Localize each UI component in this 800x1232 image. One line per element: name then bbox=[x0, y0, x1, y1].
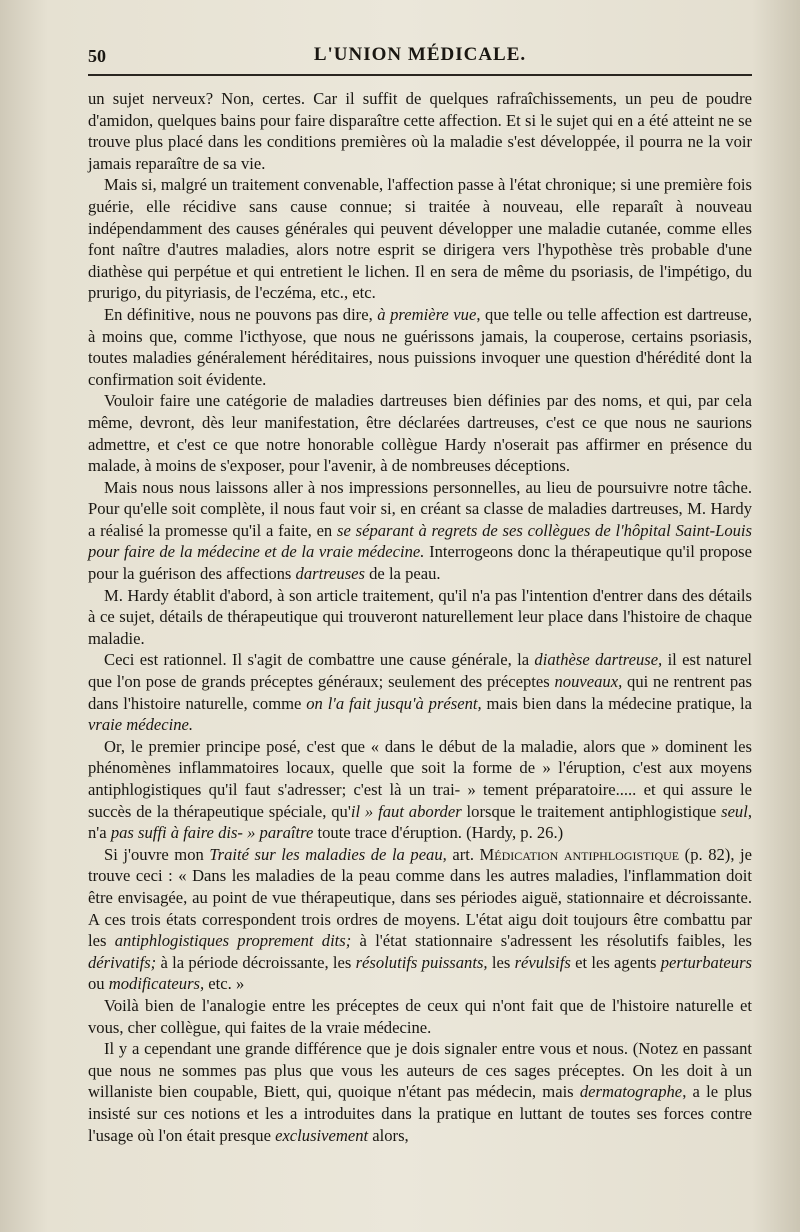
text-run: les bbox=[487, 952, 515, 972]
paragraph-11 bbox=[88, 1038, 752, 1146]
paragraph-6: M. Hardy établit d'abord, à son article traitement, qu'il n'a pas l'intention d'entrer dans des détails à ce sujet, détails de thérapeutique qui trouveront naturellement leur place dans l'histoire de chaque maladie. bbox=[88, 585, 752, 648]
text-run: Si j'ouvre mon bbox=[104, 844, 210, 864]
text-run: , n'a bbox=[88, 801, 752, 843]
text-run: , a le plus insisté sur ces notions et les a introduites dans la pratique en luttant de toutes ses forces contre l'usage où l'on était presque bbox=[88, 1082, 752, 1145]
paragraph-10: Voilà bien de l'analogie entre les préceptes de ceux qui n'ont fait que de l'histoire naturelle et vous, cher collègue, qui faites de la vraie médecine. bbox=[88, 995, 752, 1037]
emphasis: dérivatifs; bbox=[88, 952, 157, 972]
emphasis: à première vue bbox=[377, 304, 477, 324]
emphasis: modificateurs, bbox=[108, 974, 205, 994]
text-run: il est naturel que l'on pose de grands préceptes généraux; seulement des préceptes bbox=[88, 650, 752, 692]
emphasis: antiphlogistiques proprement dits; bbox=[114, 931, 352, 951]
emphasis: résolutifs puissants, bbox=[355, 952, 488, 972]
text-run: toute trace d'éruption. (Hardy, p. 26.) bbox=[313, 823, 564, 843]
text-run: , que telle ou telle affection est dartreuse, à moins que, comme l'icthyose, que nous ne guérissons jamais, la couperose, certains psoriasis, toutes maladies généralement héréditaires, nous puissions invoquer une question d'hérédité dont la confirmation soit évidente. bbox=[88, 304, 752, 389]
text-run: à l'état stationnaire s'adressent les résolutifs faibles, les bbox=[351, 931, 752, 951]
text-run: Or, le premier principe posé, c'est que « dans le début de la maladie, alors que » dominent les phénomènes inflammatoires locaux, quelle que soit la forme de » l'éruption, c'est aux moyens antiphlogistiques qu'il faut s'adresser; c'est là un trai- » tement préparatoire..... et qui assure le succès de la thérapeutique spéciale, qu' bbox=[88, 736, 752, 821]
text-run: alors, bbox=[368, 1125, 409, 1145]
text-run: etc. » bbox=[204, 974, 245, 994]
text-run: En définitive, nous ne pouvons pas dire, bbox=[104, 304, 378, 324]
text-run: à la période décroissante, les bbox=[156, 952, 356, 972]
text-run: de la peau. bbox=[364, 564, 441, 584]
emphasis: vraie médecine. bbox=[88, 715, 194, 735]
emphasis: se séparant à regrets de ses collègues de l'hôpital Saint-Louis pour faire de la médecine et de la vraie médecine. bbox=[88, 520, 752, 562]
paragraph-3 bbox=[88, 304, 752, 390]
emphasis: perturbateurs bbox=[660, 952, 752, 972]
emphasis: dermatographe bbox=[579, 1082, 683, 1102]
emphasis: pas suffi à faire dis- » paraître bbox=[110, 823, 314, 843]
text-run: Ceci est rationnel. Il s'agit de combattre une cause générale, la bbox=[104, 650, 535, 670]
emphasis: exclusivement bbox=[275, 1125, 369, 1145]
page-header bbox=[88, 44, 752, 72]
emphasis: Traité sur les maladies de la peau, bbox=[209, 844, 447, 864]
emphasis: il » faut aborder bbox=[350, 801, 462, 821]
body-text bbox=[88, 88, 752, 1146]
paragraph-5 bbox=[88, 477, 752, 585]
text-run: Il y a cependant une grande différence que je dois signaler entre vous et nous. (Notez en passant que nous ne sommes pas plus que vous les auteurs de ces sages préceptes. On les doit à un willaniste bien coupable, Biett, qui, quoique n'étant pas médecin, mais bbox=[88, 1039, 752, 1102]
header-rule bbox=[88, 74, 752, 76]
emphasis: seul bbox=[721, 801, 748, 821]
emphasis: dartreuses bbox=[295, 564, 365, 584]
text-run: et les agents bbox=[570, 952, 661, 972]
text-run: lorsque le traitement antiphlogistique bbox=[461, 801, 722, 821]
text-run: art. bbox=[446, 844, 480, 864]
paragraph-4: Vouloir faire une catégorie de maladies dartreuses bien définies par des noms, et qui, par cela même, devront, dès leur manifestation, être déclarées dartreuses, c'est ce que nous ne saurions admettre, et c'est ce que notre honorable collègue Hardy n'oserait pas affirmer en présence du malade, à moins de s'exposer, pour l'avenir, à de nombreuses déceptions. bbox=[88, 391, 752, 476]
paragraph-9 bbox=[88, 844, 752, 995]
emphasis: diathèse dartreuse, bbox=[534, 650, 663, 670]
text-run: Mais nous nous laissons aller à nos impressions personnelles, au lieu de poursuivre notre tâche. Pour qu'elle soit complète, il nous faut voir si, en créant sa classe de maladies dartreuses, M. Hardy a réalisé la promesse qu'il a faite, en bbox=[88, 477, 752, 540]
emphasis: nouveaux, bbox=[554, 672, 623, 692]
paragraph-1: un sujet nerveux? Non, certes. Car il suffit de quelques rafraîchissements, un peu de poudre d'amidon, quelques bains pour faire disparaître cette affection. Et si le sujet qui en a été atteint ne se trouve plus placé dans les conditions premières où la maladie s'est développée, il pourra ne la voir jamais reparaître de sa vie. bbox=[88, 89, 752, 173]
emphasis: on l'a fait jusqu'à présent, bbox=[306, 693, 482, 713]
paragraph-2: Mais si, malgré un traitement convenable, l'affection passe à l'état chronique; si une première fois guérie, elle récidive sans cause connue; si traitée à nouveau, elle reparaît à nouveau indépendamment des causes générales qui peuvent développer une maladie cutanée, comme elles font naître d'autres maladies, alors notre esprit se dirigera vers l'hypothèse très probable d'une diathèse qui perpétue et qui entretient le lichen. Il en sera de même du psoriasis, de l'impétigo, du prurigo, du pityriasis, de l'eczéma, etc., etc. bbox=[88, 175, 752, 303]
page-number: 50 bbox=[88, 46, 106, 66]
small-caps-term: Médication antiphlogistique bbox=[479, 844, 680, 864]
text-run: (p. 82), je trouve ceci : « Dans les maladies de la peau comme dans les autres maladies, l'inflammation doit être envisagée, au point de vue thérapeutique, dans ses périodes aiguë, stationnaire et décroissante. A ces trois états correspondent trois ordres de moyens. L'état aigu doit toujours être combattu par les bbox=[88, 844, 752, 951]
text-run: ou bbox=[88, 974, 109, 994]
text-run: qui ne rentrent pas dans l'histoire naturelle, comme bbox=[88, 672, 752, 713]
emphasis: révulsifs bbox=[514, 952, 571, 972]
text-run: mais bien dans la médecine pratique, la bbox=[481, 693, 753, 713]
paragraph-7 bbox=[88, 649, 752, 735]
text-run: Interrogeons donc la thérapeutique qu'il propose pour la guérison des affections bbox=[88, 542, 753, 584]
paragraph-8-quote bbox=[88, 736, 752, 844]
running-title: L'UNION MÉDICALE. bbox=[313, 44, 527, 65]
